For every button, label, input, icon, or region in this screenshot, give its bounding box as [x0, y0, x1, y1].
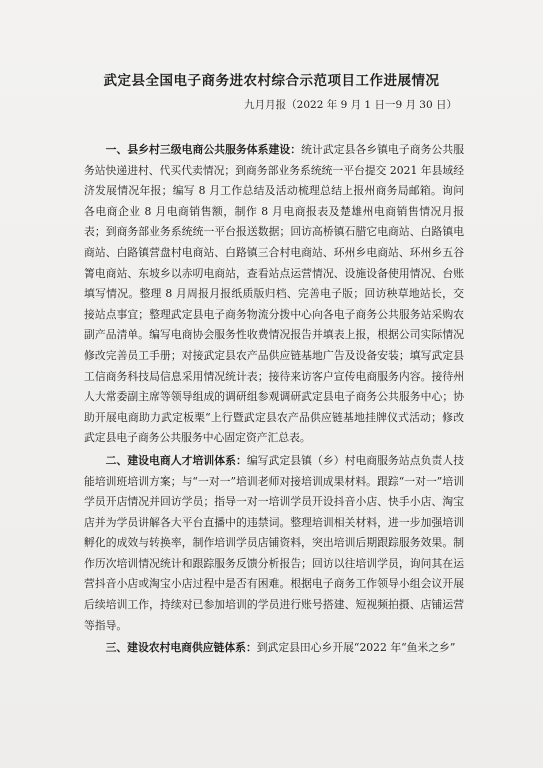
section-paragraph-1	[84, 140, 464, 449]
section-heading-3: 三、建设农村电商供应链体系：	[105, 641, 257, 655]
document-title: 武定县全国电子商务进农村综合示范项目工作进展情况	[103, 73, 440, 89]
section-paragraph-3	[84, 638, 464, 659]
section-text-1: 统计武定县各乡镇电子商务公共服务站快递进村、代买代卖情况；到商务部业务系统统一平台提交 2021 年县域经济发展情况年报；编写 8 月工作总结及活动梳理总结上报州商务局邮箱。询问各电商企业 8 月电商销售额，制作 8 月电商报表及楚雄州电商销售情况月报表；到商务部业务系统统一平台报送数据；回访高桥镇石腊它电商站、白路镇电商站、白路镇营盘村电商站、白路镇三合村电商站、环州乡电商站、环州乡五谷箐电商站、东坡乡以赤叨电商站，查看站点运营情况、设施设备使用情况、台账填写情况。整理 8 月周报月报纸质版归档、完善电子版；回访秧草地站长，交接站点事宜；整理武定县电子商务物流分拨中心向各电子商务公共服务站采购农副产品清单。编写电商协会服务性收费情况报告并填表上报，根据公司实际情况修改完善员工手册；对接武定县农产品供应链基地广告及设备安装；填写武定县工信商务科技局信息采用情况统计表；接待来访客户宣传电商服务内容。接待州人大常委副主席等领导组成的调研组参观调研武定县电子商务公共服务中心；协助开展电商助力武定板栗“上行暨武定县农产品供应链基地挂牌仪式活动；修改武定县电子商务公共服务中心固定资产汇总表。	[84, 143, 464, 445]
report-period-subtitle: 九月月报（2022 年 9 月 1 日一9 月 30 日）	[244, 99, 457, 111]
section-text-3: 到武定县田心乡开展“2022 年“鱼米之乡”	[256, 641, 456, 655]
section-paragraph-2	[84, 451, 464, 636]
section-text-2: 编写武定县镇（乡）村电商服务站点负责人技能培训班培训方案；与“一对一”培训老师对接培训成果材料。跟踪“一对一”培训学员开店情况并回访学员；指导一对一培训学员开设抖音小店、快手小店、淘宝店并为学员讲解各大平台直播中的违禁词。整理培训相关材料，进一步加强培训孵化的成效与转换率，制作培训学员店铺资料，突出培训后期跟踪服务效果。制作历次培训情况统计和跟踪服务反馈分析报告；回访以往培训学员，询问其在运营抖音小店或淘宝小店过程中是否有困难。根据电子商务工作领导小组会议开展后续培训工作，持续对已参加培训的学员进行账号搭建、短视频拍摄、店铺运营等指导。	[84, 453, 465, 632]
section-heading-1: 一、县乡村三级电商公共服务体系建设：	[105, 143, 302, 156]
section-heading-2: 二、建设电商人才培训体系：	[105, 453, 247, 467]
document-body	[84, 140, 464, 659]
